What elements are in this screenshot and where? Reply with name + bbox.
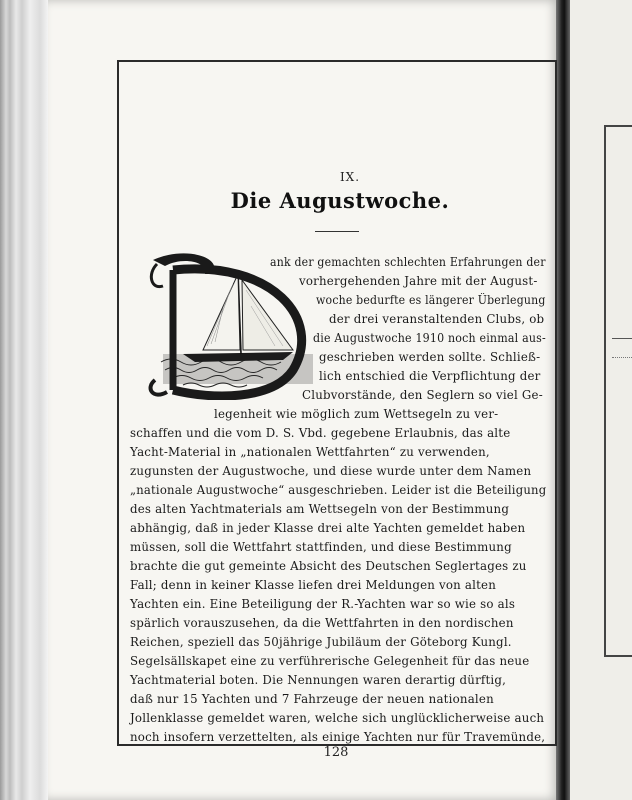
text-line: Fall; denn in keiner Klasse liefen drei Meldungen von alten	[130, 578, 497, 592]
text-line: Reichen, speziell das 50jährige Jubiläum der Göteborg Kungl.	[130, 635, 512, 649]
text-line: brachte die gut gemeinte Absicht des Deutschen Seglertages zu	[130, 559, 527, 573]
text-line: Yachten ein. Eine Beteiligung der R.-Yachten war so wie so als	[130, 597, 516, 611]
text-line: woche bedurfte es längerer Überlegung	[316, 293, 546, 307]
text-line: legenheit wie möglich zum Wettsegeln zu ver-	[214, 407, 499, 421]
text-line: daß nur 15 Yachten und 7 Fahrzeuge der neuen nationalen	[130, 692, 494, 706]
text-line: Yacht-Material in „nationalen Wettfahrten“ zu verwenden,	[130, 445, 490, 459]
text-line: Jollenklasse gemeldet waren, welche sich unglücklicherweise auch	[130, 711, 545, 725]
page-number: 128	[323, 745, 349, 760]
text-line: zugunsten der Augustwoche, und diese wurde unter dem Namen	[130, 464, 532, 478]
sailboat-illustration-icon	[143, 250, 323, 400]
decorative-initial-d-sailboat	[143, 250, 323, 400]
text-line: die Augustwoche 1910 noch einmal aus-	[313, 331, 546, 345]
text-line: Segelsällskapet eine zu verführerische Gelegenheit für das neue	[130, 654, 530, 668]
text-line: der drei veranstaltenden Clubs, ob	[329, 312, 545, 326]
text-line: noch insofern verzettelten, als einige Yachten nur für Travemünde,	[130, 730, 546, 744]
book-left-edge	[0, 0, 48, 800]
text-line: spärlich vorauszusehen, da die Wettfahrten in den nordischen	[130, 616, 514, 630]
text-line: des alten Yachtmaterials am Wettsegeln von der Bestimmung	[130, 502, 510, 516]
text-line: Clubvorstände, den Seglern so viel Ge-	[302, 388, 543, 402]
chapter-title: Die Augustwoche.	[230, 188, 450, 213]
text-line: abhängig, daß in jeder Klasse drei alte Yachten gemeldet haben	[130, 521, 526, 535]
text-line: vorhergehenden Jahre mit der August-	[299, 274, 538, 288]
text-line: „nationale Augustwoche“ ausgeschrieben. Leider ist die Beteiligung	[130, 483, 547, 497]
text-line: geschrieben werden sollte. Schließ-	[319, 350, 541, 364]
text-line: schaffen und die vom D. S. Vbd. gegebene Erlaubnis, das alte	[130, 426, 511, 440]
text-line: Yachtmaterial boten. Die Nennungen waren derartig dürftig,	[130, 673, 507, 687]
text-line: lich entschied die Verpflichtung der	[319, 369, 541, 383]
text-line: ank der gemachten schlechten Erfahrungen der	[270, 255, 546, 269]
next-page-mark	[612, 338, 632, 358]
book-gutter	[556, 0, 570, 800]
next-page-frame	[604, 125, 632, 657]
title-rule	[315, 231, 359, 232]
text-line: müssen, soll die Wettfahrt stattfinden, und diese Bestimmung	[130, 540, 512, 554]
chapter-number: IX.	[339, 170, 361, 184]
